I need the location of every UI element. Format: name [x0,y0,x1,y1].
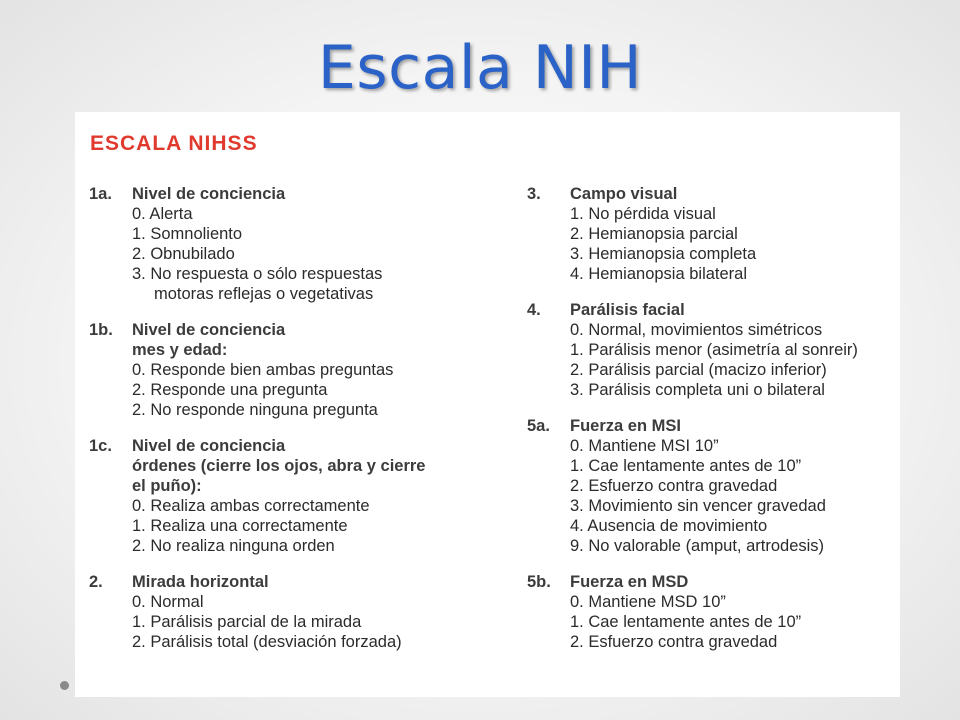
option-continuation: motoras reflejas o vegetativas [154,285,374,303]
item-title: Nivel de conciencia [132,185,286,203]
option: 3. Hemianopsia completa [570,245,757,263]
option: 0. Realiza ambas correctamente [132,497,370,515]
option: 0. Mantiene MSD 10” [570,593,726,611]
item-title: Fuerza en MSI [570,417,681,435]
option: 3. No respuesta o sólo respuestas [132,265,383,283]
item-subtitle: mes y edad: [132,341,228,359]
option: 0. Normal, movimientos simétricos [570,321,823,339]
item-title: Campo visual [570,185,678,203]
item-subtitle: el puño): [132,477,202,495]
option: 2. Responde una pregunta [132,381,328,399]
scale-heading: ESCALA NIHSS [90,132,258,155]
option: 2. Parálisis total (desviación forzada) [132,633,402,651]
item-3 [527,184,899,284]
option: 1. Realiza una correctamente [132,517,348,535]
item-title: Mirada horizontal [132,573,269,591]
option: 1. Cae lentamente antes de 10” [570,457,802,475]
nihss-scale-panel [75,112,900,697]
item-number: 5a. [527,417,550,435]
option: 2. Parálisis parcial (macizo inferior) [570,361,827,379]
item-title: Nivel de conciencia [132,437,286,455]
item-number: 4. [527,301,541,319]
item-title: Fuerza en MSD [570,573,689,591]
item-subtitle: órdenes (cierre los ojos, abra y cierre [132,457,426,475]
item-title: Nivel de conciencia [132,321,286,339]
option: 0. Mantiene MSI 10” [570,437,719,455]
item-4 [527,300,899,400]
item-number: 1b. [89,321,113,339]
option: 3. Movimiento sin vencer gravedad [570,497,826,515]
option: 2. Esfuerzo contra gravedad [570,633,778,651]
option: 9. No valorable (amput, artrodesis) [570,537,825,555]
option: 2. Obnubilado [132,245,235,263]
option: 1. Somnoliento [132,225,243,243]
option: 1. Parálisis parcial de la mirada [132,613,362,631]
bullet-dot [60,681,69,690]
item-number: 2. [89,573,103,591]
item-2 [89,572,489,652]
right-column [527,184,899,668]
option: 1. No pérdida visual [570,205,716,223]
item-title: Parálisis facial [570,301,685,319]
item-1b [89,320,489,420]
option: 4. Ausencia de movimiento [570,517,768,535]
left-column [89,184,489,668]
option: 3. Parálisis completa uni o bilateral [570,381,825,399]
option: 2. Esfuerzo contra gravedad [570,477,778,495]
item-5a [527,416,899,556]
slide-title: Escala NIH [317,33,643,103]
item-number: 1a. [89,185,112,203]
option: 0. Normal [132,593,204,611]
item-1c [89,436,489,556]
item-number: 1c. [89,437,112,455]
item-number: 5b. [527,573,551,591]
option: 0. Responde bien ambas preguntas [132,361,394,379]
option: 0. Alerta [132,205,193,223]
option: 1. Parálisis menor (asimetría al sonreir) [570,341,858,359]
item-5b [527,572,899,652]
option: 2. Hemianopsia parcial [570,225,738,243]
option: 2. No realiza ninguna orden [132,537,335,555]
option: 2. No responde ninguna pregunta [132,401,378,419]
item-number: 3. [527,185,541,203]
option: 1. Cae lentamente antes de 10” [570,613,802,631]
option: 4. Hemianopsia bilateral [570,265,748,283]
item-1a [89,184,489,304]
